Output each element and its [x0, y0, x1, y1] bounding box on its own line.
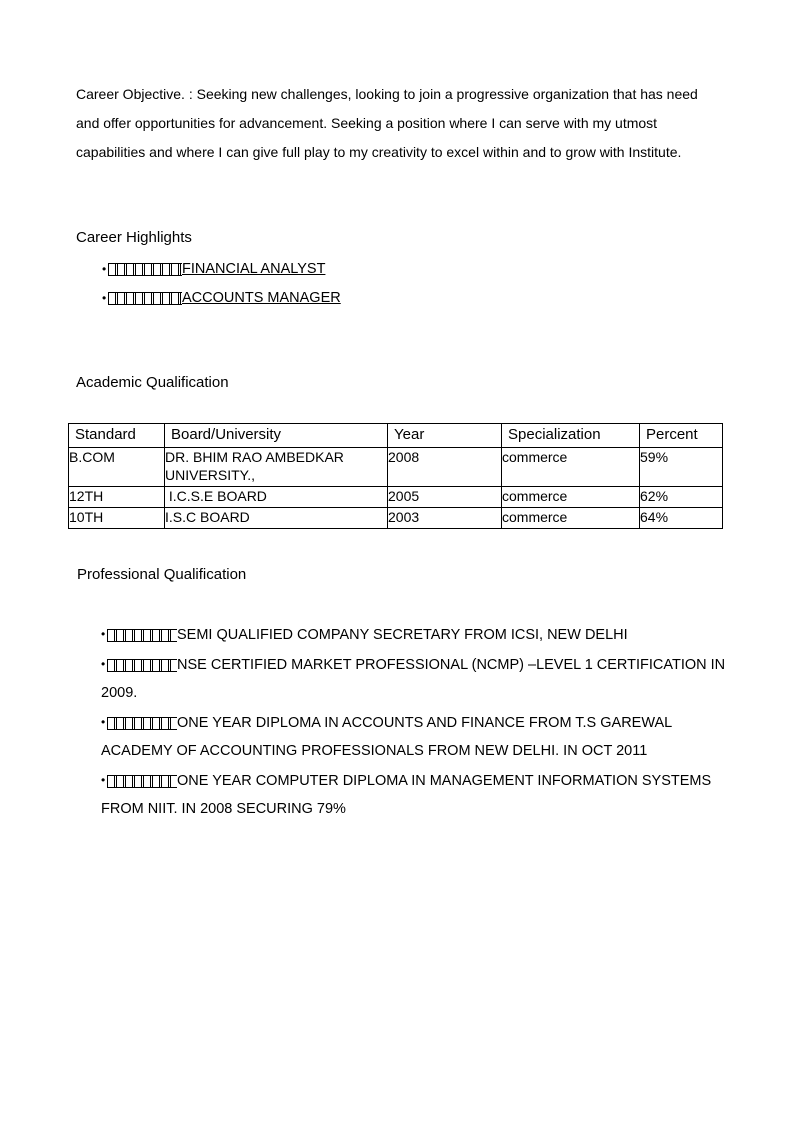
cell-specialization: commerce — [502, 487, 640, 508]
cell-board: I.C.S.E BOARD — [165, 487, 388, 508]
bullet-icon: • — [101, 773, 106, 787]
highlight-item-text: ACCOUNTS MANAGER — [182, 290, 341, 306]
professional-qualification-list — [101, 621, 731, 825]
column-header-percent: Percent — [640, 424, 723, 448]
table-row — [69, 508, 723, 529]
career-highlights-list — [102, 256, 341, 314]
cell-percent: 64% — [640, 508, 723, 529]
professional-qualification-heading: Professional Qualification — [77, 566, 247, 583]
highlight-item — [102, 256, 341, 285]
career-objective-text: Seeking new challenges, looking to join a progressive organization that has need and offer opportunities for advancement. Seeking a position where I can serve with my utmost capabilities and where I can give full play to my creativity to excel within and to grow with Institute. — [76, 86, 698, 160]
list-item — [101, 709, 731, 765]
bullet-icon: • — [101, 627, 106, 641]
table-header-row — [69, 424, 723, 448]
bullet-icon: • — [102, 291, 107, 305]
cell-standard: B.COM — [69, 448, 165, 487]
list-item — [101, 621, 731, 649]
list-item-text: ONE YEAR DIPLOMA IN ACCOUNTS AND FINANCE FROM T.S GAREWAL ACADEMY OF ACCOUNTING PROFESSIONALS FROM NEW DELHI. IN OCT 2011 — [101, 715, 672, 759]
cell-standard: 12TH — [69, 487, 165, 508]
column-header-year: Year — [388, 424, 502, 448]
career-objective-label: Career Objective. : — [76, 86, 193, 102]
bullet-icon: • — [102, 262, 107, 276]
list-item-text: SEMI QUALIFIED COMPANY SECRETARY FROM ICSI, NEW DELHI — [177, 627, 628, 643]
table-row — [69, 448, 723, 487]
list-item — [101, 767, 731, 823]
cell-specialization: commerce — [502, 508, 640, 529]
career-highlights-heading: Career Highlights — [76, 229, 192, 246]
list-item — [101, 651, 731, 707]
highlight-item — [102, 285, 341, 314]
cell-board: DR. BHIM RAO AMBEDKAR UNIVERSITY., — [165, 448, 388, 487]
cell-board: I.S.C BOARD — [165, 508, 388, 529]
cell-percent: 62% — [640, 487, 723, 508]
academic-qualification-heading: Academic Qualification — [76, 374, 229, 391]
missing-glyph-icon — [107, 629, 177, 642]
missing-glyph-icon — [107, 775, 177, 788]
missing-glyph-icon — [107, 659, 177, 672]
column-header-specialization: Specialization — [502, 424, 640, 448]
cell-percent: 59% — [640, 448, 723, 487]
column-header-standard: Standard — [69, 424, 165, 448]
highlight-item-text: FINANCIAL ANALYST — [182, 261, 326, 277]
bullet-icon: • — [101, 657, 106, 671]
missing-glyph-icon — [108, 263, 182, 276]
cell-year: 2005 — [388, 487, 502, 508]
cell-specialization: commerce — [502, 448, 640, 487]
list-item-text: NSE CERTIFIED MARKET PROFESSIONAL (NCMP) –LEVEL 1 CERTIFICATION IN 2009. — [101, 657, 726, 701]
cell-year: 2008 — [388, 448, 502, 487]
missing-glyph-icon — [108, 292, 182, 305]
list-item-text: ONE YEAR COMPUTER DIPLOMA IN MANAGEMENT INFORMATION SYSTEMS FROM NIIT. IN 2008 SECURING 79% — [101, 773, 712, 817]
academic-qualification-table — [68, 423, 723, 529]
column-header-board: Board/University — [165, 424, 388, 448]
career-objective — [76, 80, 716, 167]
bullet-icon: • — [101, 715, 106, 729]
cell-year: 2003 — [388, 508, 502, 529]
cell-standard: 10TH — [69, 508, 165, 529]
missing-glyph-icon — [107, 717, 177, 730]
table-row — [69, 487, 723, 508]
